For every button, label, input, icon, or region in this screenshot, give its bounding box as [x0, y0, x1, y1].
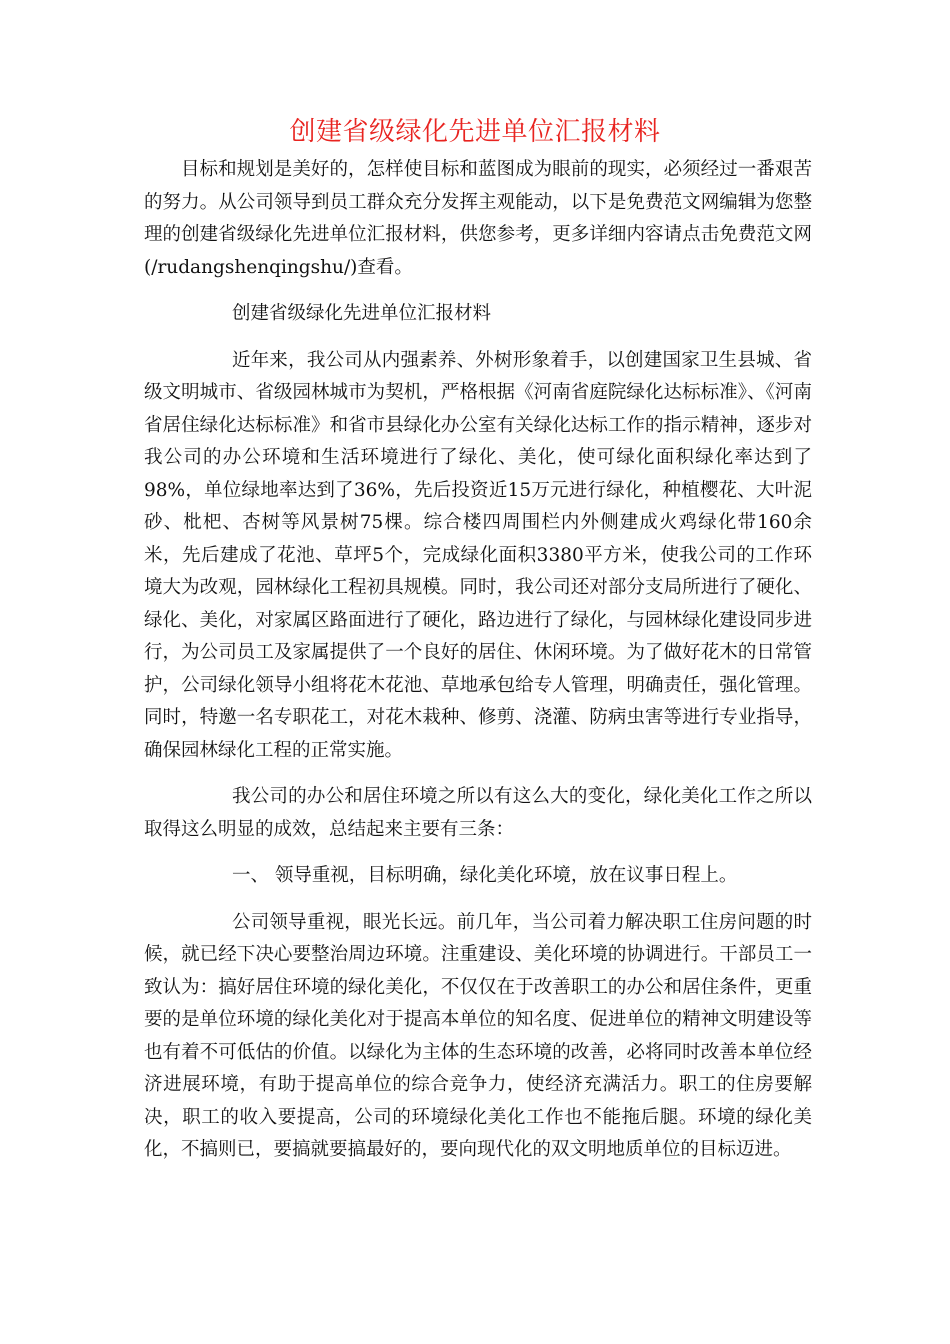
intro-paragraph: 目标和规划是美好的，怎样使目标和蓝图成为眼前的现实，必须经过一番艰苦的努力。从公司领导到员工群众充分发挥主观能动，以下是免费范文网编辑为您整理的创建省级绿化先进单位汇报材料，供您参考，更多详细内容请点击免费范文网(/rudangshenqingshu/)查看。 — [144, 159, 812, 278]
document-title: 创建省级绿化先进单位汇报材料 — [289, 117, 661, 147]
body-paragraph: 近年来，我公司从内强素养、外树形象着手，以创建国家卫生县城、省级文明城市、省级园林城市为契机，严格根据《河南省庭院绿化达标标准》、《河南省居住绿化达标标准》和省市县绿化办公室有关绿化达标工作的指示精神，逐步对我公司的办公环境和生活环境进行了绿化、美化，使可绿化面积绿化率达到了98%，单位绿地率达到了36%，先后投资近15万元进行绿化，种植樱花、大叶泥砂、枇杷、杏树等风景树75棵。综合楼四周围栏内外侧建成火鸡绿化带160余米，先后建成了花池、草坪5个，完成绿化面积3380平方米，使我公司的工作环境大为改观，园林绿化工程初具规模。同时，我公司还对部分支局所进行了硬化、绿化、美化，对家属区路面进行了硬化，路边进行了绿化，与园林绿化建设同步进行，为公司员工及家属提供了一个良好的居住、休闲环境。为了做好花木的日常管护，公司绿化领导小组将花木花池、草地承包给专人管理，明确责任，强化管理。同时，特邀一名专职花工，对花木栽种、修剪、浇灌、防病虫害等进行专业指导，确保园林绿化工程的正常实施。 — [144, 349, 812, 761]
body-paragraph: 公司领导重视，眼光长远。前几年，当公司着力解决职工住房问题的时候，就已经下决心要整治周边环境。注重建设、美化环境的协调进行。干部员工一致认为：搞好居住环境的绿化美化，不仅仅在于改善职工的办公和居住条件，更重要的是单位环境的绿化美化对于提高本单位的知名度、促进单位的精神文明建设等也有着不可低估的价值。以绿化为主体的生态环境的改善，必将同时改善本单位经济进展环境，有助于提高单位的综合竞争力，使经济充满活力。职工的住房要解决，职工的收入要提高，公司的环境绿化美化工作也不能拖后腿。环境的绿化美化，不搞则已，要搞就要搞最好的，要向现代化的双文明地质单位的目标迈进。 — [144, 911, 812, 1160]
document-body — [144, 154, 812, 1167]
section-heading: 一、 领导重视，目标明确，绿化美化环境，放在议事日程上。 — [232, 865, 738, 886]
section-subtitle: 创建省级绿化先进单位汇报材料 — [232, 303, 492, 324]
body-paragraph: 我公司的办公和居住环境之所以有这么大的变化，绿化美化工作之所以取得这么明显的成效，总结起来主要有三条： — [144, 786, 812, 840]
